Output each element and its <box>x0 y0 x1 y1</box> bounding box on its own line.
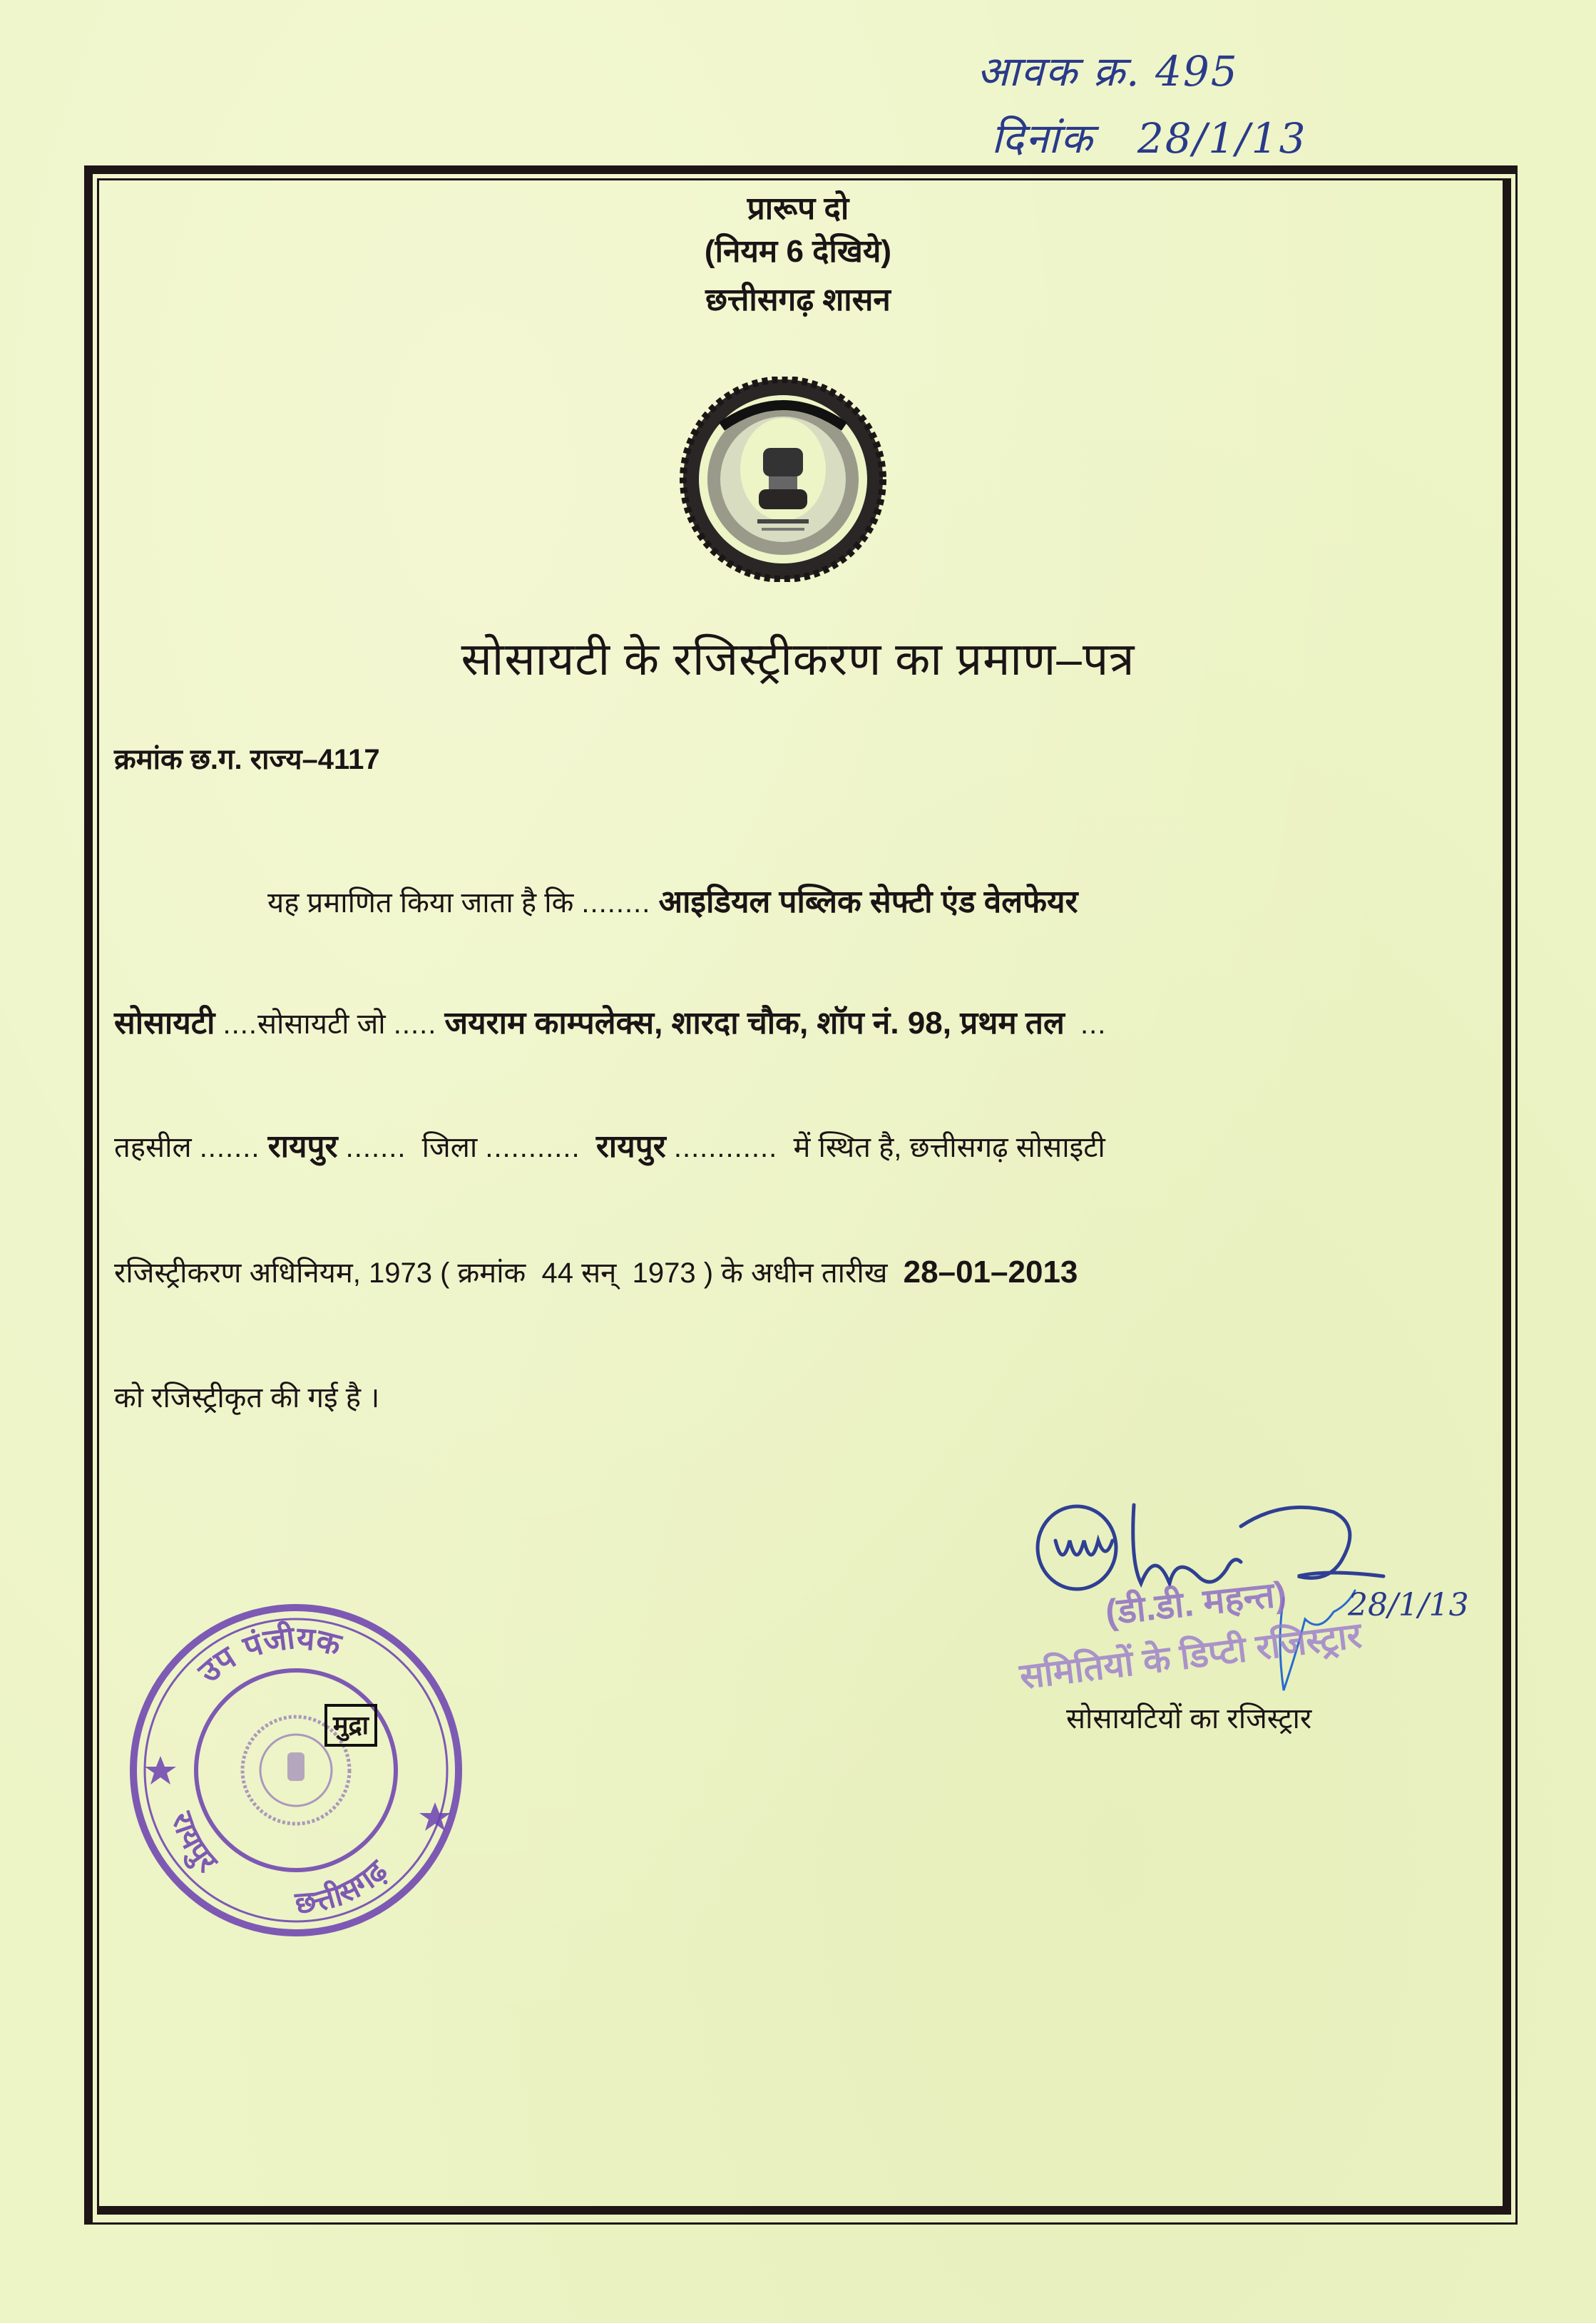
society-which-text: सोसायटी जो <box>257 1009 386 1040</box>
registration-number <box>114 738 380 777</box>
body-line-2 <box>114 1000 1106 1043</box>
fill-dots: ........ <box>581 887 651 919</box>
certify-text: यह प्रमाणित किया जाता है कि <box>267 887 574 919</box>
fill-dots: ....... <box>345 1132 406 1163</box>
inward-label: आवक क्र. <box>977 47 1141 96</box>
act-text: रजिस्ट्रीकरण अधिनियम, 1973 ( क्रमांक <box>114 1257 526 1289</box>
tehsil-label: तहसील <box>114 1132 192 1163</box>
svg-text:रायपुर <box>164 1807 225 1879</box>
rule-reference: (नियम 6 देखिये) <box>704 234 892 269</box>
government-name: छत्तीसगढ़ शासन <box>705 282 891 317</box>
tehsil-value: रायपुर <box>267 1129 338 1164</box>
district-value: रायपुर <box>595 1129 666 1164</box>
registration-date: 28–01–2013 <box>903 1255 1078 1290</box>
inward-date-note <box>991 108 1306 165</box>
inward-number: 495 <box>1155 47 1239 96</box>
society-name-cont: सोसायटी <box>114 1006 215 1041</box>
act-year-label: सन् <box>581 1257 617 1289</box>
fill-dots: ... <box>1080 1009 1107 1040</box>
officer-name-stamp: (डी.डी. महन्त) <box>1103 1573 1289 1633</box>
officer-title-stamp: समितियों के डिप्टी रजिस्ट्रार <box>1017 1615 1364 1697</box>
signature-date: 28/1/13 <box>1348 1587 1469 1623</box>
form-label: प्रारूप दो <box>747 191 849 226</box>
act-year: 1973 <box>632 1257 696 1289</box>
district-label: जिला <box>421 1132 478 1163</box>
seal-bottom-text: छत्तीसगढ़ <box>293 1853 394 1921</box>
mudra-label: मुद्रा <box>324 1704 377 1747</box>
society-name: आइडियल पब्लिक सेफ्टी एंड वेलफेयर <box>658 884 1078 919</box>
seal-top-text: उप पंजीयक <box>191 1619 345 1690</box>
registration-number-label: क्रमांक छ.ग. राज्य– <box>114 744 318 775</box>
inward-number-note <box>977 41 1239 98</box>
located-text: में स्थित है, छत्तीसगढ़ सोसाइटी <box>793 1132 1105 1163</box>
inward-date-label: दिनांक <box>991 114 1094 163</box>
society-address: जयराम काम्पलेक्स, शारदा चौक, शॉप नं. 98, प्रथम तल <box>444 1006 1065 1041</box>
body-line-5: को रजिस्ट्रीकृत की गई है । <box>114 1382 380 1414</box>
registration-number-value: 4117 <box>317 744 380 775</box>
body-line-3 <box>114 1123 1105 1166</box>
inward-date-value: 28/1/13 <box>1137 114 1307 163</box>
fill-dots: ........... <box>485 1132 580 1163</box>
body-line-1 <box>267 879 1078 921</box>
registrar-designation: सोसायटियों का रजिस्ट्रार <box>1066 1703 1312 1735</box>
act-number: 44 <box>541 1257 574 1289</box>
body-line-4 <box>114 1252 1078 1291</box>
seal-left-text: रायपुर <box>164 1807 225 1879</box>
fill-dots: ..... <box>393 1009 437 1040</box>
fill-dots: ............ <box>673 1132 778 1163</box>
state-emblem-icon <box>679 377 887 582</box>
fill-dots: ....... <box>199 1132 260 1163</box>
certificate-title: सोसायटी के रजिस्ट्रीकरण का प्रमाण–पत्र <box>461 633 1135 685</box>
fill-dots: .... <box>222 1009 257 1040</box>
act-close-text: ) के अधीन तारीख <box>703 1257 888 1289</box>
official-seal-icon <box>118 1592 474 1949</box>
